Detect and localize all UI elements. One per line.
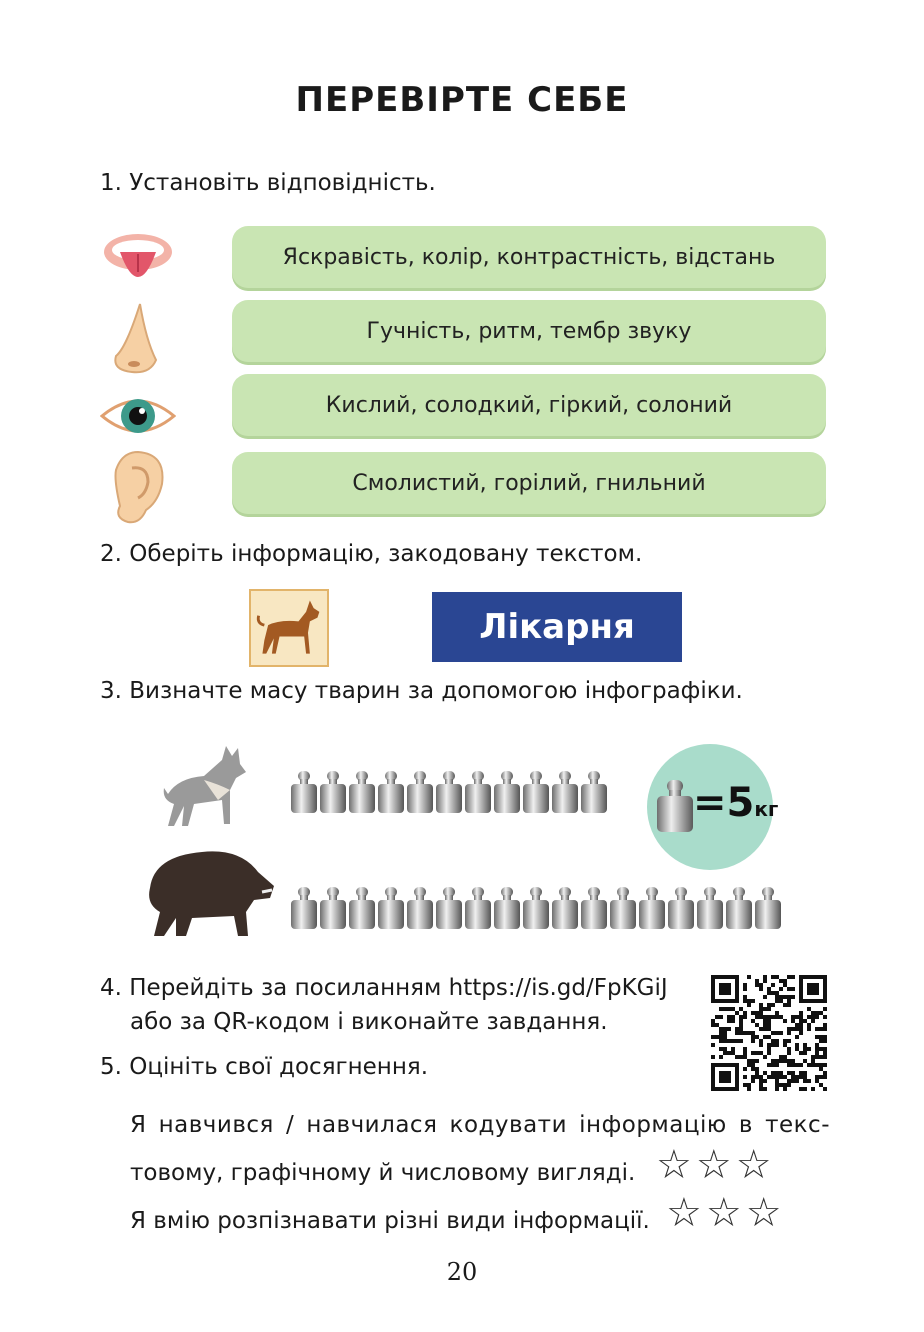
weight-icon	[464, 770, 492, 814]
qr-code-icon[interactable]	[710, 975, 828, 1091]
nose-icon	[100, 300, 176, 376]
boar-weights-row	[290, 886, 782, 930]
weight-icon	[696, 886, 724, 930]
match-option-4[interactable]: Смолистий, горілий, гнильний	[232, 452, 826, 514]
rating-line-1: Я навчився / навчилася кодувати інформацію в текс-	[130, 1112, 830, 1138]
weight-icon	[348, 770, 376, 814]
weight-icon	[725, 886, 753, 930]
weight-icon	[377, 770, 405, 814]
legend-unit: кг	[754, 797, 779, 821]
weight-icon	[522, 886, 550, 930]
weight-icon	[493, 770, 521, 814]
weight-icon	[609, 886, 637, 930]
dog-icon	[251, 591, 327, 665]
weight-icon	[290, 770, 318, 814]
question-4-line-2: або за QR-кодом і виконайте завдання.	[130, 1009, 608, 1035]
tongue-icon	[100, 222, 176, 298]
weight-legend	[647, 744, 779, 870]
weight-icon	[754, 886, 782, 930]
dog-picture[interactable]	[249, 589, 329, 667]
page-title: ПЕРЕВІРТЕ СЕБЕ	[295, 80, 629, 120]
rating-stars-2[interactable]: ☆☆☆	[666, 1190, 786, 1236]
match-option-3[interactable]: Кислий, солодкий, гіркий, солоний	[232, 374, 826, 436]
rating-stars-1[interactable]: ☆☆☆	[656, 1142, 776, 1188]
weight-icon	[638, 886, 666, 930]
legend-equals: =5	[693, 780, 755, 826]
weight-icon	[493, 886, 521, 930]
weight-icon	[580, 770, 608, 814]
boar-icon	[142, 838, 278, 942]
question-2: 2. Оберіть інформацію, закодовану текстом.	[100, 541, 643, 567]
wolf-icon	[158, 740, 248, 832]
weight-icon	[655, 778, 695, 834]
weight-icon	[377, 886, 405, 930]
match-option-1[interactable]: Яскравість, колір, контрастність, відстань	[232, 226, 826, 288]
match-option-2[interactable]: Гучність, ритм, тембр звуку	[232, 300, 826, 362]
ear-icon	[100, 450, 176, 526]
question-3: 3. Визначте масу тварин за допомогою інфографіки.	[100, 678, 743, 704]
weight-icon	[551, 886, 579, 930]
weight-icon	[319, 770, 347, 814]
wolf-weights-row	[290, 770, 608, 814]
weight-icon	[406, 770, 434, 814]
page-number: 20	[446, 1258, 478, 1286]
weight-icon	[551, 770, 579, 814]
weight-icon	[580, 886, 608, 930]
question-5: 5. Оцініть свої досягнення.	[100, 1054, 429, 1080]
weight-icon	[464, 886, 492, 930]
weight-icon	[319, 886, 347, 930]
weight-icon	[406, 886, 434, 930]
weight-icon	[435, 770, 463, 814]
rating-line-2: товому, графічному й числовому вигляді.	[130, 1160, 636, 1186]
rating-line-3: Я вмію розпізнавати різні види інформації.	[130, 1208, 650, 1234]
weight-icon	[522, 770, 550, 814]
weight-icon	[435, 886, 463, 930]
hospital-sign[interactable]: Лікарня	[432, 592, 682, 662]
question-1: 1. Установіть відповідність.	[100, 170, 436, 196]
weight-icon	[290, 886, 318, 930]
weight-icon	[348, 886, 376, 930]
eye-icon	[100, 378, 176, 454]
question-4-line-1[interactable]: 4. Перейдіть за посиланням https://is.gd/FpKGiJ	[100, 975, 668, 1001]
weight-icon	[667, 886, 695, 930]
